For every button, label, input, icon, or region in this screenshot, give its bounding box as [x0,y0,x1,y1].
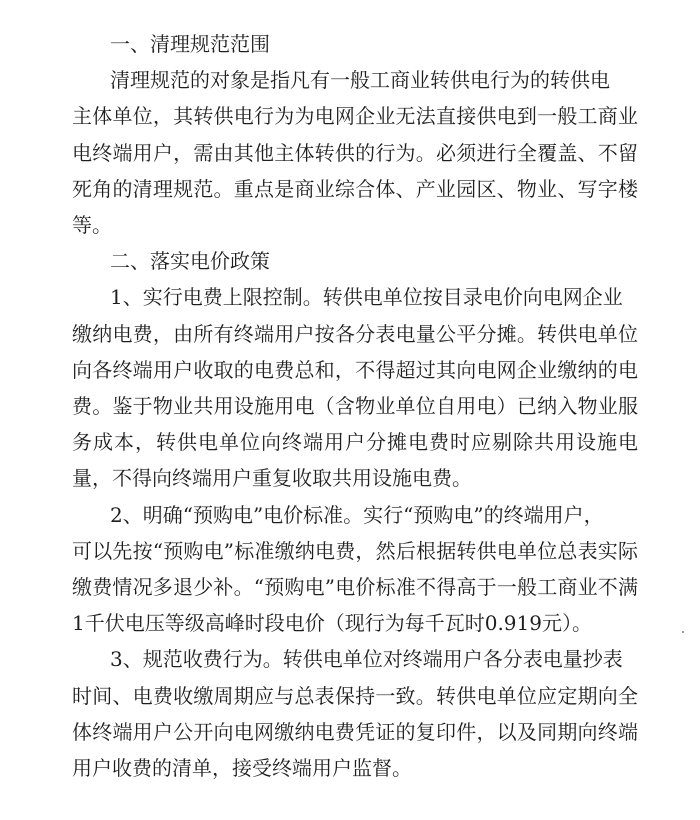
paragraph-body: 主体单位，其转供电行为为电网企业无法直接供电到一般工商业电终端用户，需由其他主体转供的行为。必须进行全覆盖、不留死角的清理规范。重点是商业综合体、产业园区、物业、写字楼等。 [72,104,638,238]
paragraph-prepaid-price [72,497,638,642]
paragraph-first-line: 3、规范收费行为。转供电单位对终端用户各分表电量抄表 [110,647,623,672]
scan-speck [682,631,684,633]
section-heading-scope: 一、清理规范范围 [110,32,270,56]
paragraph-scope [72,62,638,243]
paragraph-body: 可以先按“预购电”标准缴纳电费，然后根据转供电单位总表实际缴费情况多退少补。“预购电”电价标准不得高于一般工商业不满1千伏电压等级高峰时段电价（现行为每千瓦时0.919元）。 [72,538,638,636]
paragraph-body: 时间、电费收缴周期应与总表保持一致。转供电单位应定期向全体终端用户公开向电网缴纳电费凭证的复印件，以及同期向终端用户收费的清单，接受终端用户监督。 [72,683,638,781]
paragraph-first-line: 2、明确“预购电”电价标准。实行“预购电”的终端用户， [110,502,604,527]
paragraph-first-line: 清理规范的对象是指凡有一般工商业转供电行为的转供电 [110,68,610,93]
paragraph-body: 缴纳电费，由所有终端用户按各分表电量公平分摊。转供电单位向各终端用户收取的电费总和，不得超过其向电网企业缴纳的电费。鉴于物业共用设施用电（含物业单位自用电）已纳入物业服务成本，转供电单位向终端用户分摊电费时应剔除共用设施电量，不得向终端用户重复收取共用设施电费。 [72,321,638,491]
section-heading-price-policy: 二、落实电价政策 [110,249,270,274]
paragraph-price-cap [72,279,638,496]
paragraph-first-line: 1、实行电费上限控制。转供电单位按目录电价向电网企业 [110,285,623,310]
paragraph-fee-collection [72,641,638,786]
